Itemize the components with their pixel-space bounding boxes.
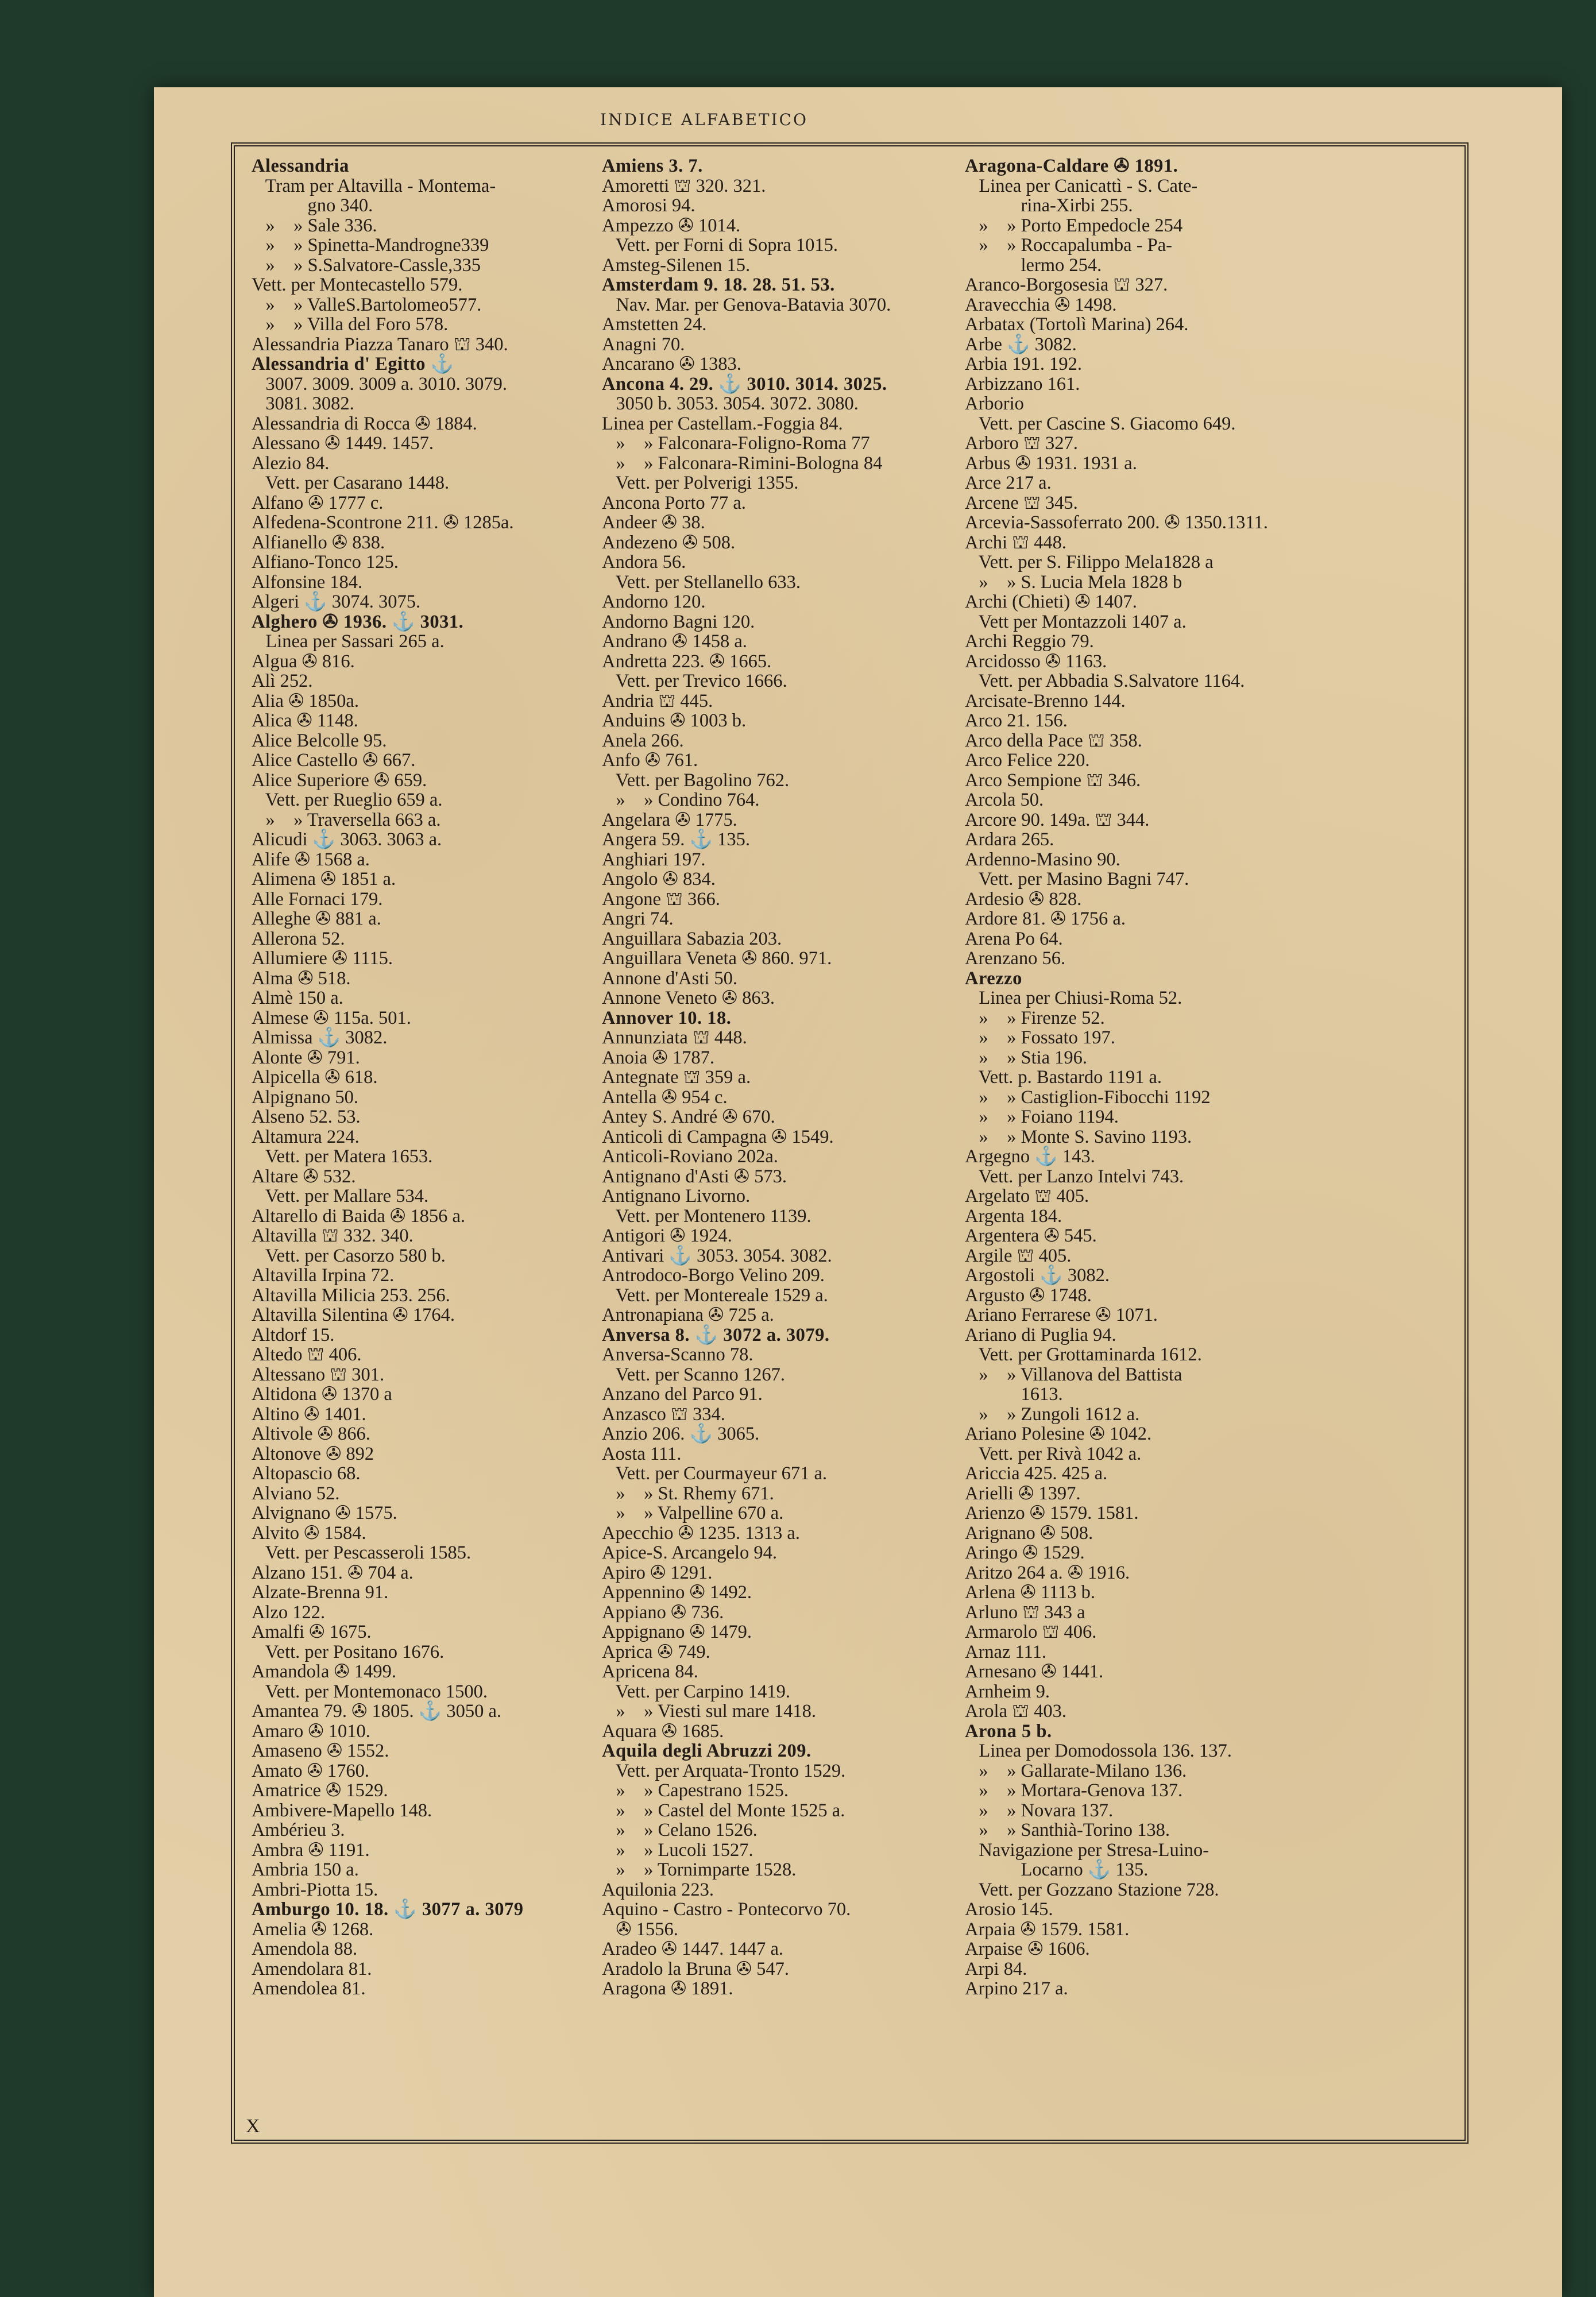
index-entry: Arcola 50. [965,790,1044,810]
index-entry: Amburgo 10. 18. ⚓ 3077 a. 3079 [252,1899,524,1920]
index-entry: Vett. per Lanzo Intelvi 743. [965,1166,1184,1187]
index-entry: Antella ✇ 954 c. [602,1086,728,1108]
index-entry: » » Spinetta-Mandrogne339 [252,235,489,256]
index-entry: » » Falconara-Foligno-Roma 77 [602,433,870,454]
index-entry: Arco Sempione ⛫ 346. [965,769,1141,791]
index-entry: Apice-S. Arcangelo 94. [602,1542,778,1563]
index-entry: Ariano Polesine ✇ 1042. [965,1424,1152,1444]
index-entry: Ardore 81. ✇ 1756 a. [965,908,1126,929]
index-entry: Arbatax (Tortolì Marina) 264. [965,314,1189,335]
index-entry: Arena Po 64. [965,928,1063,949]
index-entry: Antigori ✇ 1924. [602,1225,732,1246]
index-entry: Altivole ✇ 866. [252,1424,370,1444]
index-entry: Altedo ⛫ 406. [252,1344,362,1365]
index-entry: Vett per Montazzoli 1407 a. [965,611,1187,632]
index-entry: Arce 217 a. [965,473,1052,493]
index-entry: Argenta 184. [965,1205,1062,1227]
index-entry: 3007. 3009. 3009 a. 3010. 3079. [252,373,508,395]
index-entry: Vett. per Masino Bagni 747. [965,869,1189,890]
index-entry: Vett. p. Bastardo 1191 a. [965,1067,1162,1088]
index-entry: » » Santhià-Torino 138. [965,1820,1170,1840]
index-entry: Vett. per Positano 1676. [252,1641,445,1662]
index-entry: Allumiere ✇ 1115. [252,948,393,969]
index-entry: Amaro ✇ 1010. [252,1720,370,1742]
index-entry: Almissa ⚓ 3082. [252,1027,388,1048]
index-entry: Alfiano-Tonco 125. [252,552,399,573]
index-entry: Anela 266. [602,730,684,751]
index-entry: Andorno 120. [602,591,706,612]
index-entry: Apricena 84. [602,1661,698,1682]
index-entry: Anduins ✇ 1003 b. [602,710,747,731]
index-entry: Alessandria d' Egitto ⚓ [252,354,454,374]
index-entry: Ambria 150 a. [252,1859,359,1880]
index-entry: Amorosi 94. [602,195,695,216]
index-entry: Anzio 206. ⚓ 3065. [602,1424,760,1444]
index-entry: Argostoli ⚓ 3082. [965,1265,1110,1286]
index-entry: Amaseno ✇ 1552. [252,1741,389,1761]
index-entry: Anagni 70. [602,334,685,355]
index-entry: Archi ⛫ 448. [965,532,1066,553]
index-entry: Vett. per Casorzo 580 b. [252,1245,446,1266]
index-column-2 [602,156,946,1999]
index-entry: Angelara ✇ 1775. [602,809,737,830]
index-entry: Vett. per Courmayeur 671 a. [602,1463,828,1484]
index-entry: Arluno ⛫ 343 a [965,1602,1085,1623]
index-entry: Appennino ✇ 1492. [602,1582,752,1603]
index-entry: Andezeno ✇ 508. [602,532,736,553]
index-entry: Aquilonia 223. [602,1879,714,1900]
index-entry: Antivari ⚓ 3053. 3054. 3082. [602,1245,832,1266]
index-entry: Arignano ✇ 508. [965,1522,1093,1544]
index-entry: Vett. per Pescasseroli 1585. [252,1542,472,1563]
index-entry: » » Fossato 197. [965,1027,1115,1048]
index-entry: rina-Xirbi 255. [965,195,1133,216]
index-entry: Aradolo la Bruna ✇ 547. [602,1958,789,1979]
index-entry: Annover 10. 18. [602,1007,732,1028]
index-entry: 3081. 3082. [252,393,354,414]
index-entry: Arnaz 111. [965,1641,1046,1662]
index-entry: Antrodoco-Borgo Velino 209. [602,1265,825,1286]
index-entry: Argelato ⛫ 405. [965,1186,1089,1206]
index-entry: Angri 74. [602,908,674,929]
index-entry: » » Porto Empedocle 254 [965,215,1183,236]
index-entry: Annone d'Asti 50. [602,968,738,989]
index-entry: Vett. per Cascine S. Giacomo 649. [965,413,1236,434]
index-entry: Alezio 84. [252,453,330,474]
index-entry: Algua ✇ 816. [252,651,355,672]
index-entry: Amatrice ✇ 1529. [252,1780,388,1801]
index-entry: Archi (Chieti) ✇ 1407. [965,591,1137,612]
index-entry: Arbizzano 161. [965,373,1080,395]
index-entry: Antegnate ⛫ 359 a. [602,1067,751,1088]
index-entry: Amato ✇ 1760. [252,1760,370,1781]
index-entry: Alife ✇ 1568 a. [252,849,370,870]
index-entry: Alessandria di Rocca ✇ 1884. [252,413,477,434]
index-entry: Antignano Livorno. [602,1186,751,1206]
index-entry: Ariano di Puglia 94. [965,1324,1116,1345]
index-entry: » » Castiglion-Fibocchi 1192 [965,1086,1211,1108]
index-entry: » » Villanova del Battista [965,1364,1182,1385]
index-entry: Tram per Altavilla - Montema- [252,175,496,196]
index-entry: Arcore 90. 149a. ⛫ 344. [965,809,1150,830]
index-entry: » » Novara 137. [965,1800,1114,1821]
index-entry: Andeer ✇ 38. [602,512,705,533]
index-entry: Aranco-Borgosesia ⛫ 327. [965,274,1168,295]
index-entry: Altarello di Baida ✇ 1856 a. [252,1205,466,1227]
index-entry: » » Gallarate-Milano 136. [965,1760,1187,1781]
index-entry: Amstetten 24. [602,314,707,335]
index-entry: Altavilla Irpina 72. [252,1265,395,1286]
index-entry: Andrano ✇ 1458 a. [602,631,747,652]
index-entry: Anfo ✇ 761. [602,750,698,771]
index-entry: Amendolea 81. [252,1978,366,1999]
index-entry: Altonove ✇ 892 [252,1443,374,1464]
index-entry: Altdorf 15. [252,1324,335,1345]
index-entry: Alice Belcolle 95. [252,730,387,751]
index-entry: Arienzo ✇ 1579. 1581. [965,1503,1139,1523]
index-entry: Altavilla Silentina ✇ 1764. [252,1305,455,1325]
index-entry: Arco 21. 156. [965,710,1068,731]
index-entry: Appiano ✇ 736. [602,1602,724,1623]
index-entry: Alì 252. [252,671,313,691]
index-entry: Aritzo 264 a. ✇ 1916. [965,1562,1130,1583]
index-entry: Alessandria [252,156,349,176]
index-entry: Arnesano ✇ 1441. [965,1661,1104,1682]
index-entry: Vett. per Polverigi 1355. [602,473,799,493]
index-entry: Vett. per Matera 1653. [252,1146,433,1167]
index-entry: Anghiari 197. [602,849,706,870]
index-entry: Anticoli di Campagna ✇ 1549. [602,1126,834,1147]
index-entry: Arco Felice 220. [965,750,1090,771]
index-entry: Amelia ✇ 1268. [252,1919,374,1940]
index-entry: Vett. per Gozzano Stazione 728. [965,1879,1219,1900]
index-entry: » » Tornimparte 1528. [602,1859,797,1880]
index-entry: Vett. per Bagolino 762. [602,769,790,791]
index-column-3 [965,156,1453,1999]
index-entry: » » Falconara-Rimini-Bologna 84 [602,453,883,474]
index-entry: Alzano 151. ✇ 704 a. [252,1562,414,1583]
index-entry: Linea per Chiusi-Roma 52. [965,988,1182,1008]
index-entry: Locarno ⚓ 135. [965,1859,1149,1880]
index-entry: 1613. [965,1384,1063,1405]
index-entry: Vett. per Stellanello 633. [602,571,801,593]
index-entry: Arnheim 9. [965,1681,1050,1702]
index-entry: Arcidosso ✇ 1163. [965,651,1107,672]
index-entry: Andria ⛫ 445. [602,690,713,711]
index-entry: » » Foiano 1194. [965,1107,1119,1127]
index-entry: Vett. per Arquata-Tronto 1529. [602,1760,846,1781]
index-entry: Alfano ✇ 1777 c. [252,492,384,513]
index-entry: Arboro ⛫ 327. [965,433,1078,454]
page-footer-mark: X [246,2116,260,2137]
index-entry: Vett. per Forni di Sopra 1015. [602,235,838,256]
index-entry: Arpaia ✇ 1579. 1581. [965,1919,1130,1940]
index-entry: Ardara 265. [965,829,1054,850]
index-entry: Arola ⛫ 403. [965,1701,1066,1722]
index-entry: Vett. per Abbadia S.Salvatore 1164. [965,671,1245,691]
index-entry: Annone Veneto ✇ 863. [602,988,775,1008]
index-column-1 [252,156,579,1999]
index-entry: Aprica ✇ 749. [602,1641,710,1662]
index-entry: Altavilla Milicia 253. 256. [252,1285,450,1306]
index-entry: Anversa 8. ⚓ 3072 a. 3079. [602,1324,830,1345]
index-entry: Angolo ✇ 834. [602,869,716,890]
index-entry: Amsteg-Silenen 15. [602,254,751,276]
index-entry: Anguillara Sabazia 203. [602,928,782,949]
index-entry: Amandola ✇ 1499. [252,1661,396,1682]
index-entry: Amoretti ⛫ 320. 321. [602,175,766,196]
index-entry: Alpicella ✇ 618. [252,1067,378,1088]
index-entry: Linea per Canicattì - S. Cate- [965,175,1198,196]
index-entry: Alma ✇ 518. [252,968,351,989]
index-entry: Alleghe ✇ 881 a. [252,908,381,929]
index-entry: Almè 150 a. [252,988,343,1008]
index-entry: Anticoli-Roviano 202a. [602,1146,778,1167]
index-entry: » » Capestrano 1525. [602,1780,789,1801]
index-entry: Ardesio ✇ 828. [965,888,1082,910]
index-entry: » » Celano 1526. [602,1820,758,1840]
index-entry: Alpignano 50. [252,1086,358,1108]
index-entry: Algeri ⚓ 3074. 3075. [252,591,421,612]
page-header: INDICE ALFABETICO [600,110,808,129]
index-entry: Argegno ⚓ 143. [965,1146,1095,1167]
index-entry: » » Mortara-Genova 137. [965,1780,1183,1801]
index-entry: Ambri-Piotta 15. [252,1879,378,1900]
index-entry: Armarolo ⛫ 406. [965,1622,1097,1642]
index-entry: » » ValleS.Bartolomeo577. [252,294,482,315]
index-entry: Amantea 79. ✇ 1805. ⚓ 3050 a. [252,1701,502,1722]
index-entry: Aquila degli Abruzzi 209. [602,1741,811,1761]
index-entry: Almese ✇ 115a. 501. [252,1007,411,1028]
index-entry: ✇ 1556. [602,1919,678,1940]
index-entry: Linea per Castellam.-Foggia 84. [602,413,843,434]
index-entry: Vett. per Montenero 1139. [602,1205,811,1227]
index-entry: Altare ✇ 532. [252,1166,356,1187]
index-entry: Ariccia 425. 425 a. [965,1463,1108,1484]
index-entry: Alseno 52. 53. [252,1107,361,1127]
index-entry: » » Valpelline 670 a. [602,1503,784,1523]
index-entry: Alessandria Piazza Tanaro ⛫ 340. [252,334,508,355]
index-entry: Aquino - Castro - Pontecorvo 70. [602,1899,851,1920]
index-entry: Aquara ✇ 1685. [602,1720,724,1742]
index-entry: Alice Superiore ✇ 659. [252,769,427,791]
index-entry: Vett. per Montereale 1529 a. [602,1285,828,1306]
index-entry: Altidona ✇ 1370 a [252,1384,392,1405]
index-entry: Vett. per S. Filippo Mela1828 a [965,552,1214,573]
index-entry: » » Viesti sul mare 1418. [602,1701,816,1722]
index-entry: Arosio 145. [965,1899,1053,1920]
index-entry: Aradeo ✇ 1447. 1447 a. [602,1939,784,1959]
index-entry: Vett. per Scanno 1267. [602,1364,785,1385]
index-entry: Vett. per Grottaminarda 1612. [965,1344,1202,1365]
index-entry: Alicudi ⚓ 3063. 3063 a. [252,829,442,850]
index-entry: Arezzo [965,968,1022,989]
index-entry: Alzo 122. [252,1602,326,1623]
index-entry: Vett. per Trevico 1666. [602,671,787,691]
index-entry: Anoia ✇ 1787. [602,1047,715,1068]
index-entry: Apecchio ✇ 1235. 1313 a. [602,1522,800,1544]
index-entry: Altopascio 68. [252,1463,361,1484]
index-entry: Alimena ✇ 1851 a. [252,869,396,890]
index-entry: Antignano d'Asti ✇ 573. [602,1166,787,1187]
index-entry: Navigazione per Stresa-Luino- [965,1839,1209,1861]
index-entry: Alfianello ✇ 838. [252,532,385,553]
index-entry: Arielli ✇ 1397. [965,1483,1081,1504]
index-entry: Anzano del Parco 91. [602,1384,763,1405]
index-entry: Alghero ✇ 1936. ⚓ 3031. [252,611,464,632]
index-entry: Arlena ✇ 1113 b. [965,1582,1095,1603]
index-entry: » » Villa del Foro 578. [252,314,449,335]
index-entry: Angone ⛫ 366. [602,888,720,910]
index-entry: Amsterdam 9. 18. 28. 51. 53. [602,274,835,295]
index-entry: Alle Fornaci 179. [252,888,383,910]
index-entry: Alice Castello ✇ 667. [252,750,416,771]
index-entry: Altessano ⛫ 301. [252,1364,385,1385]
index-entry: gno 340. [252,195,373,216]
index-entry: Vett. per Rivà 1042 a. [965,1443,1142,1464]
index-entry: Arborio [965,393,1024,414]
index-entry: Alfedena-Scontrone 211. ✇ 1285a. [252,512,514,533]
index-entry: Ancona Porto 77 a. [602,492,746,513]
index-entry: Antronapiana ✇ 725 a. [602,1305,774,1325]
index-entry: Vett. per Carpino 1419. [602,1681,790,1702]
index-entry: Alvito ✇ 1584. [252,1522,366,1544]
index-entry: Ampezzo ✇ 1014. [602,215,741,236]
index-entry: Apiro ✇ 1291. [602,1562,713,1583]
index-entry: Alia ✇ 1850a. [252,690,359,711]
index-entry: Argile ⛫ 405. [965,1245,1072,1266]
index-entry: Alvignano ✇ 1575. [252,1503,397,1523]
index-entry: Vett. per Montecastello 579. [252,274,463,295]
index-entry: Aragona-Caldare ✇ 1891. [965,156,1178,176]
index-entry: Andora 56. [602,552,686,573]
index-entry: » » Roccapalumba - Pa- [965,235,1173,256]
index-entry: Anguillara Veneta ✇ 860. 971. [602,948,832,969]
index-entry: Ambivere-Mapello 148. [252,1800,432,1821]
index-entry: » » Traversella 663 a. [252,809,441,830]
index-entry: Amendola 88. [252,1939,358,1959]
index-entry: Aravecchia ✇ 1498. [965,294,1117,315]
index-entry: Arpino 217 a. [965,1978,1068,1999]
index-entry: Arpaise ✇ 1606. [965,1939,1090,1959]
index-entry: Alica ✇ 1148. [252,710,358,731]
index-entry: Ambra ✇ 1191. [252,1839,370,1861]
index-entry: Altino ✇ 1401. [252,1403,366,1425]
index-entry: Arbus ✇ 1931. 1931 a. [965,453,1137,474]
index-entry: Arbia 191. 192. [965,354,1082,374]
index-entry: Appignano ✇ 1479. [602,1622,752,1642]
index-entry: Arenzano 56. [965,948,1066,969]
index-entry: Arbe ⚓ 3082. [965,334,1077,355]
index-entry: Aringo ✇ 1529. [965,1542,1085,1563]
index-entry: Aragona ✇ 1891. [602,1978,733,1999]
index-entry: Ambérieu 3. [252,1820,345,1840]
index-entry: 3050 b. 3053. 3054. 3072. 3080. [602,393,859,414]
index-entry: » » Lucoli 1527. [602,1839,753,1861]
index-entry: Anzasco ⛫ 334. [602,1403,725,1425]
index-entry: Vett. per Mallare 534. [252,1186,429,1206]
index-entry: » » Stia 196. [965,1047,1088,1068]
index-entry: Aosta 111. [602,1443,682,1464]
index-entry: Argusto ✇ 1748. [965,1285,1092,1306]
index-entry: Alonte ✇ 791. [252,1047,360,1068]
index-entry: Arcene ⛫ 345. [965,492,1078,513]
index-entry: » » Sale 336. [252,215,377,236]
index-entry: Vett. per Rueglio 659 a. [252,790,443,810]
index-entry: Antey S. André ✇ 670. [602,1107,775,1127]
index-entry: Argentera ✇ 545. [965,1225,1097,1246]
index-entry: Alessano ✇ 1449. 1457. [252,433,434,454]
index-entry: Angera 59. ⚓ 135. [602,829,750,850]
index-entry: Linea per Domodossola 136. 137. [965,1741,1232,1761]
index-entry: Andretta 223. ✇ 1665. [602,651,772,672]
index-entry: Altamura 224. [252,1126,360,1147]
index-entry: Ancona 4. 29. ⚓ 3010. 3014. 3025. [602,373,887,395]
index-entry: » » Zungoli 1612 a. [965,1403,1140,1425]
index-entry: » » Firenze 52. [965,1007,1105,1028]
index-entry: Alzate-Brenna 91. [252,1582,389,1603]
index-entry: Nav. Mar. per Genova-Batavia 3070. [602,294,891,315]
index-entry: Andorno Bagni 120. [602,611,755,632]
index-entry: Amalfi ✇ 1675. [252,1622,372,1642]
index-entry: Arcevia-Sassoferrato 200. ✇ 1350.1311. [965,512,1268,533]
index-entry: Vett. per Casarano 1448. [252,473,450,493]
index-entry: » » S. Lucia Mela 1828 b [965,571,1182,593]
index-entry: Arona 5 b. [965,1720,1052,1742]
index-entry: Alfonsine 184. [252,571,363,593]
index-entry: Vett. per Montemonaco 1500. [252,1681,488,1702]
index-entry: » » Castel del Monte 1525 a. [602,1800,845,1821]
index-entry: Annunziata ⛫ 448. [602,1027,747,1048]
index-entry: Alviano 52. [252,1483,340,1504]
index-entry: Arcisate-Brenno 144. [965,690,1126,711]
index-entry: Amendolara 81. [252,1958,372,1979]
index-entry: Linea per Sassari 265 a. [252,631,445,652]
index-entry: Ancarano ✇ 1383. [602,354,741,374]
index-entry: Ariano Ferrarese ✇ 1071. [965,1305,1158,1325]
index-entry: Arpi 84. [965,1958,1027,1979]
index-entry: » » S.Salvatore-Cassle,335 [252,254,481,276]
index-entry: » » Monte S. Savino 1193. [965,1126,1192,1147]
index-entry: Arco della Pace ⛫ 358. [965,730,1142,751]
index-entry: » » St. Rhemy 671. [602,1483,774,1504]
index-entry: Allerona 52. [252,928,345,949]
index-entry: » » Condino 764. [602,790,760,810]
index-entry: Archi Reggio 79. [965,631,1094,652]
index-entry: Anversa-Scanno 78. [602,1344,753,1365]
index-entry: Ardenno-Masino 90. [965,849,1120,870]
index-entry: Altavilla ⛫ 332. 340. [252,1225,414,1246]
index-entry: lermo 254. [965,254,1102,276]
index-entry: Amiens 3. 7. [602,156,703,176]
